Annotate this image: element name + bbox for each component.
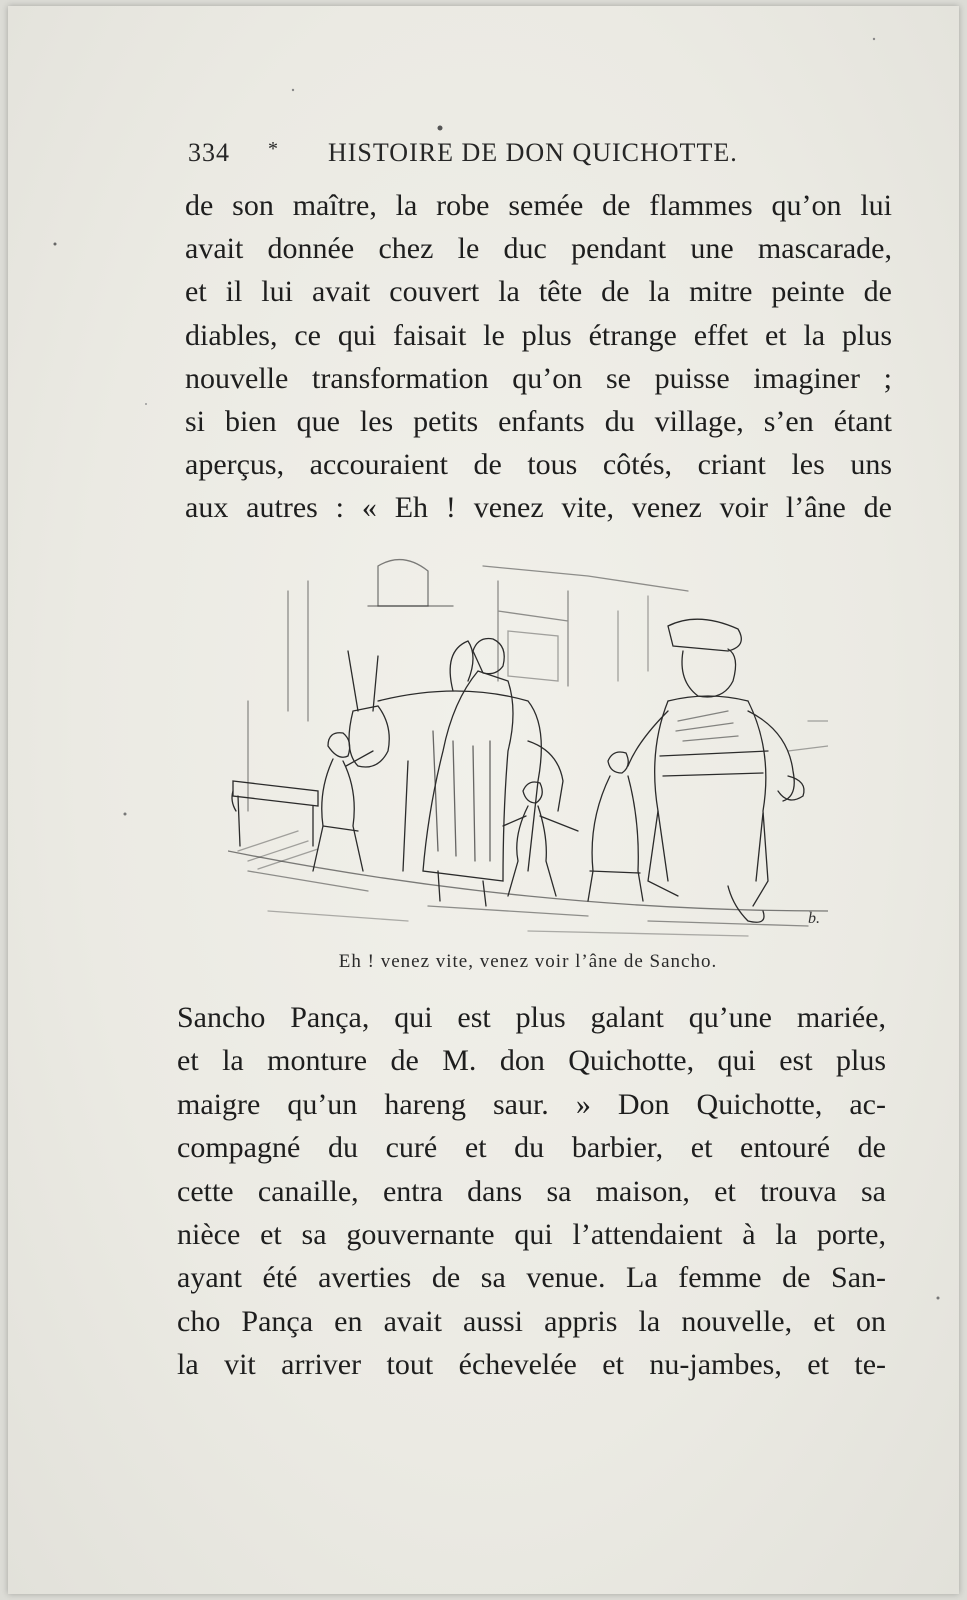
engraving-illustration	[228, 551, 828, 946]
header-ornament: *	[268, 138, 279, 160]
text-line: et il lui avait couvert la tête de la mitre peinte de	[185, 275, 892, 309]
illustration-signature: b.	[808, 910, 820, 927]
body-text-top	[185, 184, 892, 530]
text-line: la vit arriver tout échevelée et nu-jambes, et te-	[177, 1348, 886, 1382]
text-line: avait donnée chez le duc pendant une mascarade,	[185, 232, 892, 266]
book-page	[8, 6, 959, 1594]
text-line: cho Pança en avait aussi appris la nouvelle, et on	[177, 1304, 886, 1338]
text-line: de son maître, la robe semée de flammes qu’on lui	[185, 189, 892, 222]
text-line: compagné du curé et du barbier, et entouré de	[177, 1131, 886, 1165]
illustration-caption: Eh ! venez vite, venez voir l’âne de Sancho.	[338, 951, 718, 972]
text-line: nouvelle transformation qu’on se puisse imaginer ;	[185, 361, 892, 395]
running-title: HISTOIRE DE DON QUICHOTTE.	[328, 138, 738, 167]
text-line: diables, ce qui faisait le plus étrange effet et la plus	[185, 318, 892, 352]
text-line: aperçus, accouraient de tous côtés, criant les uns	[185, 448, 892, 482]
text-line: cette canaille, entra dans sa maison, et trouva sa	[177, 1174, 886, 1208]
page-number: 334	[188, 138, 230, 167]
text-line: nièce et sa gouvernante qui l’attendaient à la porte,	[177, 1217, 886, 1251]
text-line: et la monture de M. don Quichotte, qui est plus	[177, 1044, 886, 1078]
text-line: aux autres : « Eh ! venez vite, venez voir l’âne de	[185, 491, 892, 525]
text-line: si bien que les petits enfants du village, s’en étant	[185, 404, 892, 438]
text-line: maigre qu’un hareng saur. » Don Quichotte, ac-	[177, 1087, 886, 1121]
text-line: Sancho Pança, qui est plus galant qu’une mariée,	[177, 1001, 886, 1034]
body-text-bottom	[177, 996, 886, 1387]
running-header	[188, 138, 778, 178]
text-line: ayant été averties de sa venue. La femme de San-	[177, 1261, 886, 1295]
